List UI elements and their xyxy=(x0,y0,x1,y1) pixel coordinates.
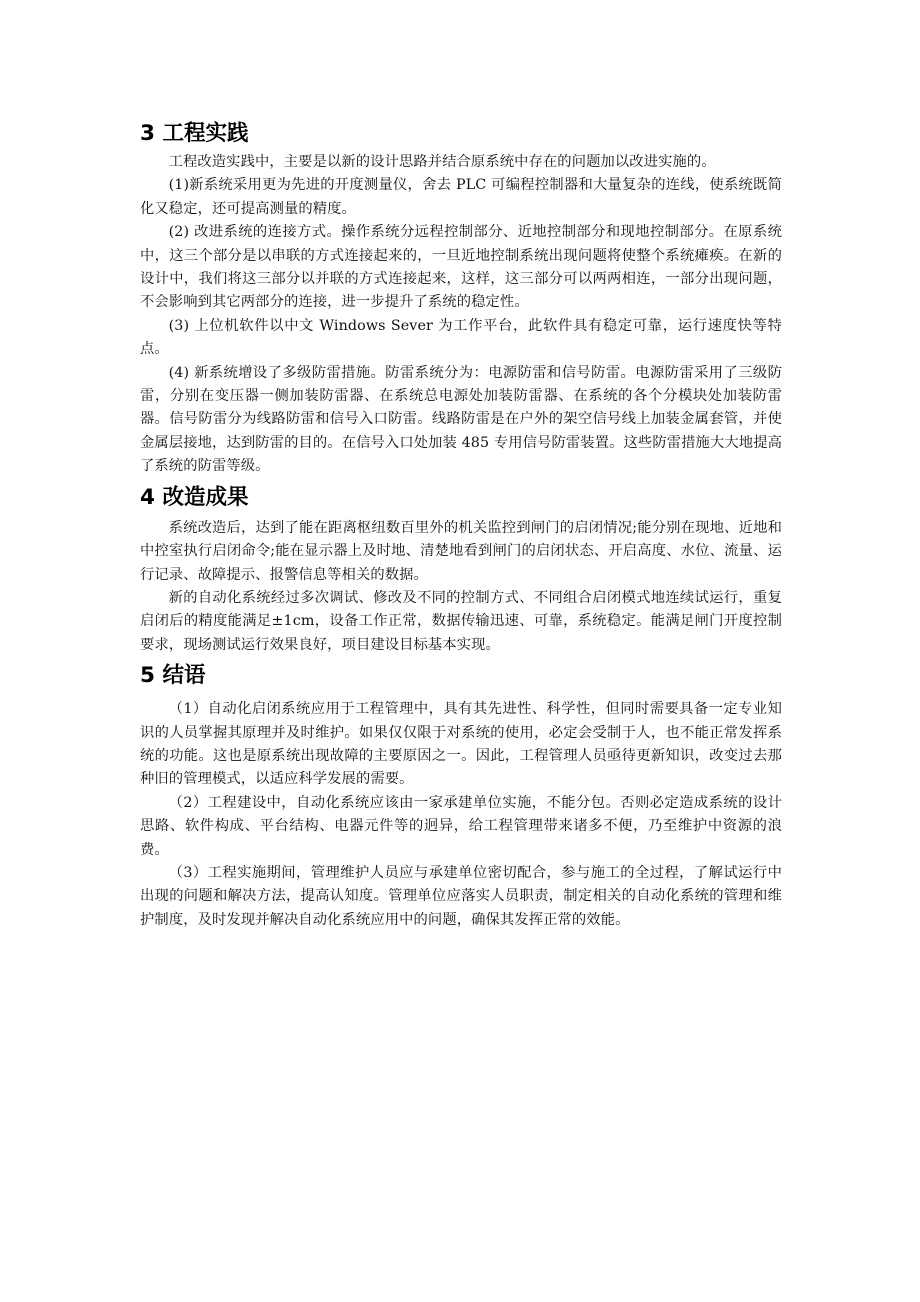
paragraph: 新的自动化系统经过多次调试、修改及不同的控制方式、不同组合启闭模式地连续试运行，重复启闭后的精度能满足±1cm，设备工作正常，数据传输迅速、可靠，系统稳定。能满足闸门开度控制要求，现场测试运行效果良好，项目建设目标基本实现。 xyxy=(140,589,782,653)
section-heading-engineering-practice: 3 工程实践 xyxy=(140,121,249,146)
paragraph: (4) 新系统增设了多级防雷措施。防雷系统分为：电源防雷和信号防雷。电源防雷采用了三级防雷，分别在变压器一侧加装防雷器、在系统总电源处加装防雷器、在系统的各个分模块处加装防雷器。信号防雷分为线路防雷和信号入口防雷。线路防雷是在户外的架空信号线上加装金属套管，并使金属层接地，达到防雷的目的。在信号入口处加装 485 专用信号防雷装置。这些防雷措施大大地提高了系统的防雷等级。 xyxy=(140,364,782,475)
paragraph: （2）工程建设中，自动化系统应该由一家承建单位实施，不能分包。否则必定造成系统的设计思路、软件构成、平台结构、电器元件等的迥异，给工程管理带来诸多不便，乃至维护中资源的浪费。 xyxy=(140,794,782,858)
paragraph: (2) 改进系统的连接方式。操作系统分远程控制部分、近地控制部分和现地控制部分。在原系统中，这三个部分是以串联的方式连接起来的，一旦近地控制系统出现问题将使整个系统瘫痪。在新的设计中，我们将这三部分以并联的方式连接起来，这样，这三部分可以两两相连，一部分出现问题，不会影响到其它两部分的连接，进一步提升了系统的稳定性。 xyxy=(140,224,782,311)
paragraph: 系统改造后，达到了能在距离枢纽数百里外的机关监控到闸门的启闭情况;能分别在现地、近地和中控室执行启闭命令;能在显示器上及时地、清楚地看到闸门的启闭状态、开启高度、水位、流量、运行记录、故障提示、报警信息等相关的数据。 xyxy=(140,519,782,583)
paragraph: （3）工程实施期间，管理维护人员应与承建单位密切配合，参与施工的全过程，了解试运行中出现的问题和解决方法，提高认知度。管理单位应落实人员职责，制定相关的自动化系统的管理和维护制度，及时发现并解决自动化系统应用中的问题，确保其发挥正常的效能。 xyxy=(140,864,782,928)
paragraph: (1)新系统采用更为先进的开度测量仪，舍去 PLC 可编程控制器和大量复杂的连线，使系统既简化又稳定，还可提高测量的精度。 xyxy=(140,177,782,217)
section-heading-results: 4 改造成果 xyxy=(140,484,249,510)
section-heading-conclusion: 5 结语 xyxy=(140,663,206,689)
paragraph: 工程改造实践中，主要是以新的设计思路并结合原系统中存在的问题加以改进实施的。 xyxy=(168,154,716,170)
document-body xyxy=(140,118,782,932)
paragraph: （1）自动化启闭系统应用于工程管理中，具有其先进性、科学性，但同时需要具备一定专业知识的人员掌握其原理并及时维护。如果仅仅限于对系统的使用，必定会受制于人，也不能正常发挥系统的功能。这也是原系统出现故障的主要原因之一。因此，工程管理人员亟待更新知识，改变过去那种旧的管理模式，以适应科学发展的需要。 xyxy=(140,701,782,788)
paragraph: (3) 上位机软件以中文 Windows Sever 为工作平台，此软件具有稳定可靠，运行速度快等特点。 xyxy=(140,317,782,358)
